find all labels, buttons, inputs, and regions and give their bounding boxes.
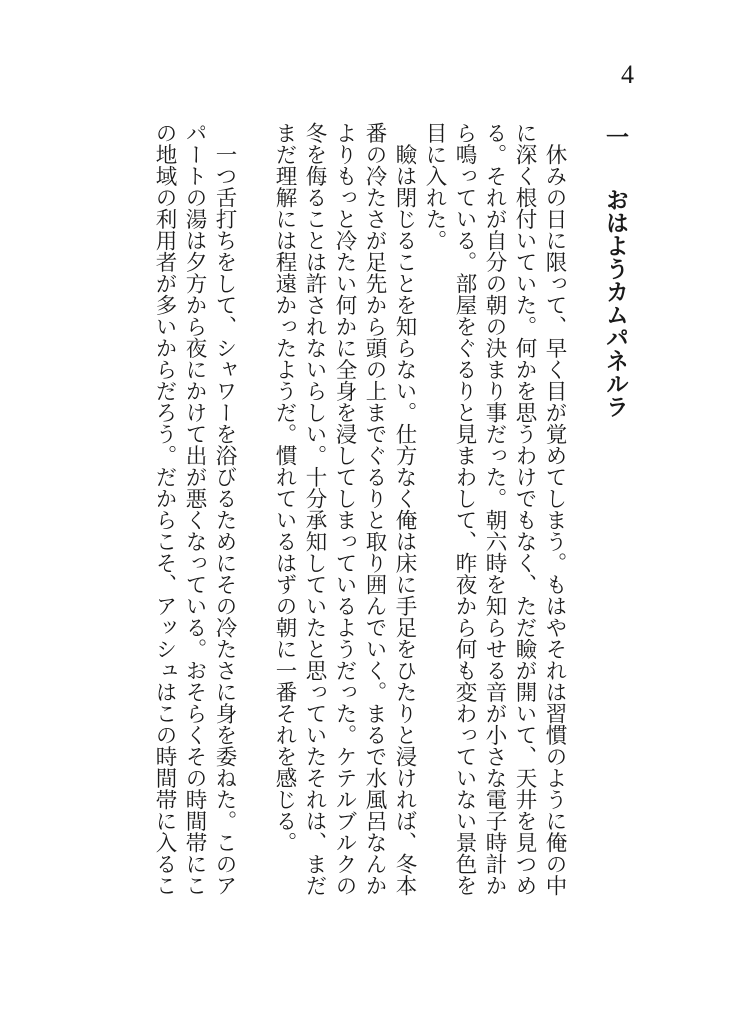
text-line: 一つ舌打ちをして、シャワーを浴びるためにその冷たさに身を委ねた。このア	[212, 122, 237, 896]
text-line: の地域の利用者が多いからだろう。だからこそ、アッシュはこの時間帯に入るこ	[152, 122, 177, 896]
page-number: 4	[621, 60, 634, 89]
chapter-number: 一	[602, 125, 628, 148]
chapter-heading	[597, 125, 633, 485]
text-line: る。それが自分の朝の決まり事だった。朝六時を知らせる音が小さな電子時計か	[482, 122, 507, 896]
chapter-heading-gap	[615, 148, 616, 188]
text-line: 番の冷たさが足先から頭の上までぐるりと取り囲んでいく。まるで水風呂なんか	[362, 122, 387, 896]
text-line: 目に入れた。	[422, 122, 447, 251]
text-line: よりもっと冷たい何かに全身を浸してしまっているようだった。ケテルブルクの	[332, 122, 357, 896]
text-line: に深く根付いていた。何かを思うわけでもなく、ただ瞼が開いて、天井を見つめ	[512, 122, 537, 896]
text-line: ら鳴っている。部屋をぐるりと見まわして、昨夜から何も変わっていない景色を	[452, 122, 477, 896]
text-line: 冬を侮ることは許されないらしい。十分承知していたと思っていたそれは、まだ	[302, 122, 327, 896]
text-line: パートの湯は夕方から夜にかけて出が悪くなっている。おそらくその時間帯にこ	[182, 122, 207, 896]
chapter-title: おはようカムパネルラ	[602, 188, 628, 418]
text-line: 瞼は閉じることを知らない。仕方なく俺は床に手足をひたりと浸ければ、冬本	[392, 122, 417, 896]
text-line: まだ理解には程遠かったようだ。慣れているはずの朝に一番それを感じる。	[272, 122, 297, 853]
text-line: 休みの日に限って、早く目が覚めてしまう。もはやそれは習慣のように俺の中	[542, 122, 567, 896]
